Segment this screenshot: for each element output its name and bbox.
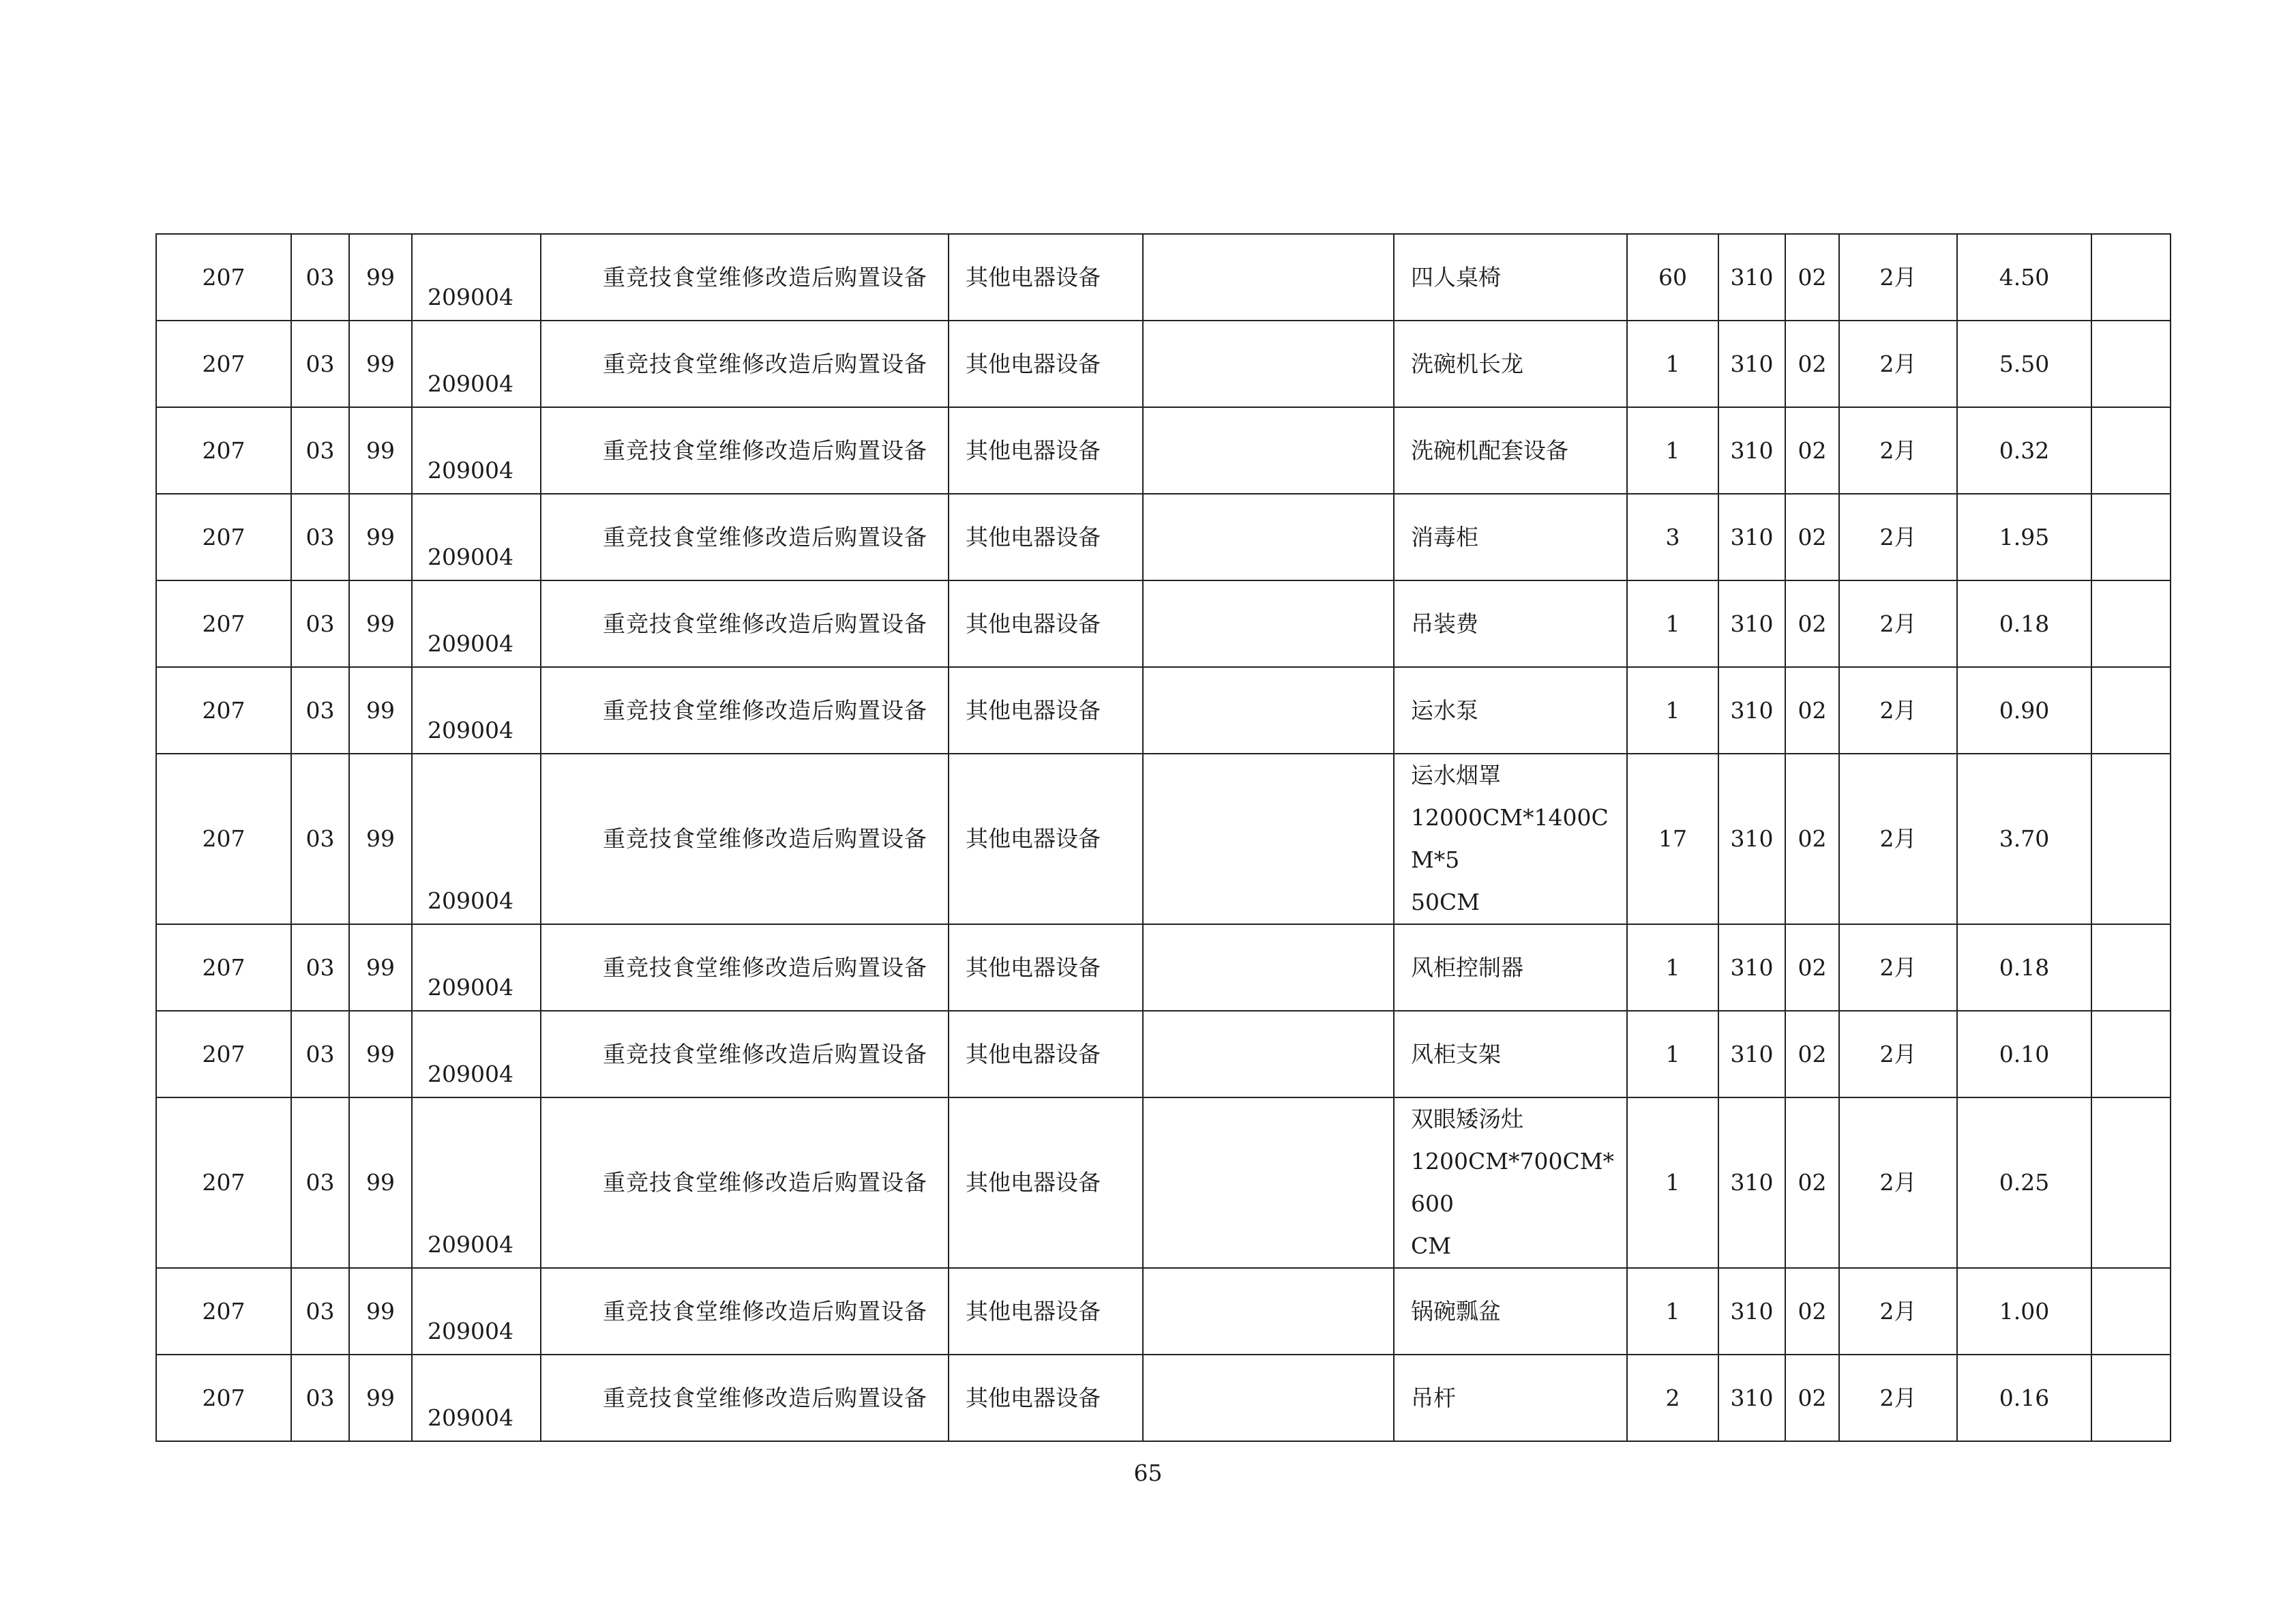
cell-amount: 3.70 — [1957, 754, 2091, 924]
cell-remark — [2091, 580, 2171, 667]
cell-category: 其他电器设备 — [949, 407, 1143, 494]
cell-section-code: 03 — [291, 1011, 349, 1097]
cell-econ-item: 02 — [1785, 321, 1839, 407]
cell-category: 其他电器设备 — [949, 1355, 1143, 1441]
cell-item-code: 99 — [349, 667, 412, 754]
table-row — [156, 321, 2171, 407]
cell-month: 2月 — [1839, 580, 1957, 667]
table-row — [156, 580, 2171, 667]
cell-project-name: 重竞技食堂维修改造后购置设备 — [541, 234, 949, 321]
table-row — [156, 924, 2171, 1011]
cell-unit-code: 209004 — [412, 580, 541, 667]
cell-quantity: 1 — [1627, 924, 1718, 1011]
cell-unit-code: 209004 — [412, 234, 541, 321]
cell-item-name: 吊杆 — [1394, 1355, 1627, 1441]
cell-item-code: 99 — [349, 924, 412, 1011]
table-row — [156, 1011, 2171, 1097]
cell-class-code: 207 — [156, 667, 291, 754]
cell-blank — [1143, 1011, 1394, 1097]
cell-section-code: 03 — [291, 1355, 349, 1441]
cell-project-name: 重竞技食堂维修改造后购置设备 — [541, 580, 949, 667]
cell-quantity: 1 — [1627, 580, 1718, 667]
table-row — [156, 667, 2171, 754]
cell-class-code: 207 — [156, 580, 291, 667]
cell-section-code: 03 — [291, 407, 349, 494]
cell-unit-code: 209004 — [412, 407, 541, 494]
cell-class-code: 207 — [156, 924, 291, 1011]
cell-remark — [2091, 234, 2171, 321]
cell-amount: 0.18 — [1957, 924, 2091, 1011]
cell-item-code: 99 — [349, 754, 412, 924]
cell-class-code: 207 — [156, 1268, 291, 1355]
cell-unit-code: 209004 — [412, 1097, 541, 1268]
cell-category: 其他电器设备 — [949, 234, 1143, 321]
cell-item-name: 四人桌椅 — [1394, 234, 1627, 321]
cell-remark — [2091, 1011, 2171, 1097]
cell-blank — [1143, 667, 1394, 754]
cell-amount: 0.32 — [1957, 407, 2091, 494]
cell-month: 2月 — [1839, 494, 1957, 580]
cell-blank — [1143, 1355, 1394, 1441]
table-row — [156, 1097, 2171, 1268]
cell-econ-class: 310 — [1718, 407, 1785, 494]
cell-project-name: 重竞技食堂维修改造后购置设备 — [541, 1268, 949, 1355]
cell-section-code: 03 — [291, 1268, 349, 1355]
cell-econ-item: 02 — [1785, 924, 1839, 1011]
cell-project-name: 重竞技食堂维修改造后购置设备 — [541, 1355, 949, 1441]
cell-quantity: 1 — [1627, 407, 1718, 494]
cell-blank — [1143, 924, 1394, 1011]
cell-econ-item: 02 — [1785, 1268, 1839, 1355]
cell-item-name: 吊装费 — [1394, 580, 1627, 667]
cell-econ-class: 310 — [1718, 234, 1785, 321]
cell-item-name: 锅碗瓢盆 — [1394, 1268, 1627, 1355]
cell-class-code: 207 — [156, 407, 291, 494]
cell-category: 其他电器设备 — [949, 1011, 1143, 1097]
cell-remark — [2091, 321, 2171, 407]
cell-item-code: 99 — [349, 1011, 412, 1097]
cell-category: 其他电器设备 — [949, 924, 1143, 1011]
cell-econ-class: 310 — [1718, 1011, 1785, 1097]
cell-econ-class: 310 — [1718, 580, 1785, 667]
cell-quantity: 1 — [1627, 1011, 1718, 1097]
budget-table — [155, 233, 2171, 1442]
cell-item-name: 洗碗机配套设备 — [1394, 407, 1627, 494]
cell-item-code: 99 — [349, 234, 412, 321]
cell-amount: 0.10 — [1957, 1011, 2091, 1097]
cell-month: 2月 — [1839, 321, 1957, 407]
cell-class-code: 207 — [156, 1011, 291, 1097]
cell-quantity: 1 — [1627, 321, 1718, 407]
cell-remark — [2091, 667, 2171, 754]
cell-quantity: 1 — [1627, 667, 1718, 754]
cell-month: 2月 — [1839, 1355, 1957, 1441]
cell-section-code: 03 — [291, 667, 349, 754]
cell-remark — [2091, 754, 2171, 924]
cell-remark — [2091, 924, 2171, 1011]
cell-item-name: 运水烟罩 12000CM*1400CM*5 50CM — [1394, 754, 1627, 924]
cell-quantity: 2 — [1627, 1355, 1718, 1441]
cell-econ-class: 310 — [1718, 667, 1785, 754]
cell-month: 2月 — [1839, 1268, 1957, 1355]
cell-item-name: 风柜支架 — [1394, 1011, 1627, 1097]
cell-category: 其他电器设备 — [949, 321, 1143, 407]
cell-section-code: 03 — [291, 234, 349, 321]
cell-category: 其他电器设备 — [949, 754, 1143, 924]
cell-category: 其他电器设备 — [949, 1268, 1143, 1355]
cell-category: 其他电器设备 — [949, 580, 1143, 667]
cell-class-code: 207 — [156, 234, 291, 321]
cell-class-code: 207 — [156, 494, 291, 580]
cell-class-code: 207 — [156, 1355, 291, 1441]
table-row — [156, 234, 2171, 321]
cell-section-code: 03 — [291, 321, 349, 407]
cell-econ-item: 02 — [1785, 754, 1839, 924]
table-row — [156, 494, 2171, 580]
cell-econ-class: 310 — [1718, 321, 1785, 407]
cell-month: 2月 — [1839, 1011, 1957, 1097]
cell-unit-code: 209004 — [412, 494, 541, 580]
cell-amount: 0.18 — [1957, 580, 2091, 667]
table-row — [156, 407, 2171, 494]
cell-project-name: 重竞技食堂维修改造后购置设备 — [541, 494, 949, 580]
cell-item-code: 99 — [349, 1097, 412, 1268]
cell-item-code: 99 — [349, 494, 412, 580]
cell-econ-item: 02 — [1785, 1011, 1839, 1097]
cell-econ-item: 02 — [1785, 1097, 1839, 1268]
cell-project-name: 重竞技食堂维修改造后购置设备 — [541, 1097, 949, 1268]
cell-month: 2月 — [1839, 1097, 1957, 1268]
cell-econ-item: 02 — [1785, 1355, 1839, 1441]
cell-month: 2月 — [1839, 234, 1957, 321]
cell-blank — [1143, 494, 1394, 580]
cell-amount: 0.25 — [1957, 1097, 2091, 1268]
cell-blank — [1143, 1268, 1394, 1355]
cell-section-code: 03 — [291, 494, 349, 580]
cell-item-name: 双眼矮汤灶 1200CM*700CM*600 CM — [1394, 1097, 1627, 1268]
cell-blank — [1143, 1097, 1394, 1268]
cell-project-name: 重竞技食堂维修改造后购置设备 — [541, 667, 949, 754]
cell-project-name: 重竞技食堂维修改造后购置设备 — [541, 754, 949, 924]
cell-unit-code: 209004 — [412, 321, 541, 407]
cell-amount: 1.95 — [1957, 494, 2091, 580]
cell-category: 其他电器设备 — [949, 667, 1143, 754]
cell-unit-code: 209004 — [412, 754, 541, 924]
cell-unit-code: 209004 — [412, 924, 541, 1011]
cell-amount: 0.16 — [1957, 1355, 2091, 1441]
cell-blank — [1143, 321, 1394, 407]
table-body — [156, 234, 2171, 1441]
cell-econ-class: 310 — [1718, 754, 1785, 924]
cell-item-name: 风柜控制器 — [1394, 924, 1627, 1011]
cell-econ-item: 02 — [1785, 234, 1839, 321]
page-number: 65 — [1133, 1460, 1163, 1486]
cell-quantity: 1 — [1627, 1097, 1718, 1268]
cell-quantity: 17 — [1627, 754, 1718, 924]
cell-month: 2月 — [1839, 667, 1957, 754]
cell-quantity: 3 — [1627, 494, 1718, 580]
cell-category: 其他电器设备 — [949, 494, 1143, 580]
cell-unit-code: 209004 — [412, 1011, 541, 1097]
cell-section-code: 03 — [291, 580, 349, 667]
cell-month: 2月 — [1839, 754, 1957, 924]
cell-item-code: 99 — [349, 1355, 412, 1441]
cell-class-code: 207 — [156, 321, 291, 407]
cell-category: 其他电器设备 — [949, 1097, 1143, 1268]
cell-blank — [1143, 580, 1394, 667]
cell-project-name: 重竞技食堂维修改造后购置设备 — [541, 407, 949, 494]
cell-blank — [1143, 754, 1394, 924]
cell-remark — [2091, 407, 2171, 494]
cell-section-code: 03 — [291, 754, 349, 924]
cell-blank — [1143, 234, 1394, 321]
table-row — [156, 1355, 2171, 1441]
cell-item-name: 洗碗机长龙 — [1394, 321, 1627, 407]
cell-econ-item: 02 — [1785, 667, 1839, 754]
cell-item-code: 99 — [349, 580, 412, 667]
cell-amount: 0.90 — [1957, 667, 2091, 754]
cell-class-code: 207 — [156, 1097, 291, 1268]
cell-quantity: 60 — [1627, 234, 1718, 321]
cell-remark — [2091, 1355, 2171, 1441]
cell-class-code: 207 — [156, 754, 291, 924]
cell-remark — [2091, 494, 2171, 580]
cell-econ-class: 310 — [1718, 1097, 1785, 1268]
cell-amount: 5.50 — [1957, 321, 2091, 407]
cell-econ-class: 310 — [1718, 494, 1785, 580]
cell-econ-class: 310 — [1718, 924, 1785, 1011]
cell-econ-item: 02 — [1785, 407, 1839, 494]
table-row — [156, 754, 2171, 924]
cell-remark — [2091, 1268, 2171, 1355]
cell-section-code: 03 — [291, 1097, 349, 1268]
cell-econ-class: 310 — [1718, 1268, 1785, 1355]
cell-econ-item: 02 — [1785, 494, 1839, 580]
cell-unit-code: 209004 — [412, 667, 541, 754]
cell-project-name: 重竞技食堂维修改造后购置设备 — [541, 924, 949, 1011]
cell-item-code: 99 — [349, 407, 412, 494]
cell-item-name: 消毒柜 — [1394, 494, 1627, 580]
cell-item-code: 99 — [349, 1268, 412, 1355]
cell-amount: 4.50 — [1957, 234, 2091, 321]
cell-quantity: 1 — [1627, 1268, 1718, 1355]
cell-item-name: 运水泵 — [1394, 667, 1627, 754]
cell-econ-class: 310 — [1718, 1355, 1785, 1441]
cell-blank — [1143, 407, 1394, 494]
table-row — [156, 1268, 2171, 1355]
cell-project-name: 重竞技食堂维修改造后购置设备 — [541, 1011, 949, 1097]
cell-month: 2月 — [1839, 924, 1957, 1011]
cell-section-code: 03 — [291, 924, 349, 1011]
cell-unit-code: 209004 — [412, 1268, 541, 1355]
cell-unit-code: 209004 — [412, 1355, 541, 1441]
cell-amount: 1.00 — [1957, 1268, 2091, 1355]
cell-remark — [2091, 1097, 2171, 1268]
cell-project-name: 重竞技食堂维修改造后购置设备 — [541, 321, 949, 407]
cell-month: 2月 — [1839, 407, 1957, 494]
cell-econ-item: 02 — [1785, 580, 1839, 667]
cell-item-code: 99 — [349, 321, 412, 407]
